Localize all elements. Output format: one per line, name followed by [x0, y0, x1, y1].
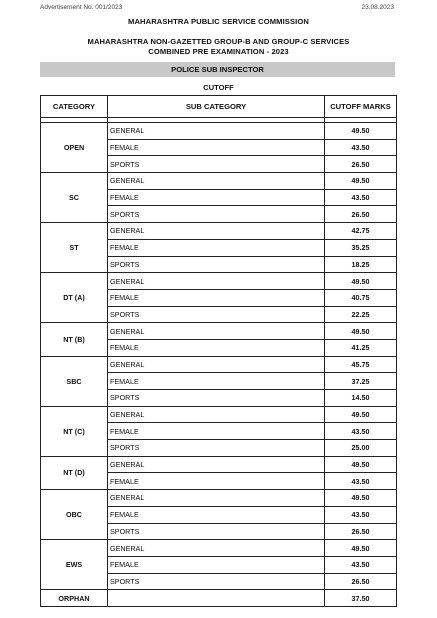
sub-category-cell: [108, 590, 325, 607]
sub-category-cell: SPORTS: [108, 256, 325, 273]
sub-category-cell: GENERAL: [108, 323, 325, 340]
table-row: [41, 490, 397, 507]
sub-category-cell: GENERAL: [108, 540, 325, 557]
cutoff-marks-cell: 40.75: [325, 289, 397, 306]
cutoff-heading: CUTOFF: [203, 83, 234, 92]
sub-category-cell: FEMALE: [108, 289, 325, 306]
category-cell: EWS: [41, 540, 108, 590]
table-row: [41, 540, 397, 557]
sub-category-cell: FEMALE: [108, 373, 325, 390]
category-cell: NT (C): [41, 406, 108, 456]
category-cell: SBC: [41, 356, 108, 406]
cutoff-marks-cell: 14.50: [325, 390, 397, 407]
exam-title-line2: COMBINED PRE EXAMINATION - 2023: [148, 47, 289, 56]
cutoff-marks-cell: 49.50: [325, 490, 397, 507]
table-row: [41, 590, 397, 607]
sub-category-cell: FEMALE: [108, 339, 325, 356]
sub-category-cell: FEMALE: [108, 473, 325, 490]
table-row: [41, 323, 397, 340]
sub-category-cell: FEMALE: [108, 139, 325, 156]
sub-category-cell: SPORTS: [108, 206, 325, 223]
cutoff-marks-cell: 49.50: [325, 273, 397, 290]
cutoff-table: [40, 95, 397, 607]
cutoff-marks-cell: 45.75: [325, 356, 397, 373]
sub-category-cell: GENERAL: [108, 490, 325, 507]
column-header-category: CATEGORY: [41, 96, 108, 118]
sub-category-cell: GENERAL: [108, 456, 325, 473]
sub-category-cell: GENERAL: [108, 123, 325, 140]
cutoff-marks-cell: 41.25: [325, 339, 397, 356]
document-meta: [40, 4, 394, 14]
column-header-cutoff-marks: CUTOFF MARKS: [325, 96, 397, 118]
table-header-row: [41, 96, 397, 118]
cutoff-marks-cell: 43.50: [325, 423, 397, 440]
table-row: [41, 406, 397, 423]
cutoff-marks-cell: 26.50: [325, 523, 397, 540]
sub-category-cell: GENERAL: [108, 223, 325, 240]
cutoff-marks-cell: 25.00: [325, 440, 397, 457]
table-row: [41, 273, 397, 290]
cutoff-marks-cell: 49.50: [325, 456, 397, 473]
sub-category-cell: SPORTS: [108, 390, 325, 407]
sub-category-cell: GENERAL: [108, 406, 325, 423]
table-row: [41, 356, 397, 373]
sub-category-cell: GENERAL: [108, 173, 325, 190]
sub-category-cell: SPORTS: [108, 156, 325, 173]
cutoff-marks-cell: 22.25: [325, 306, 397, 323]
exam-title-line1: MAHARASHTRA NON-GAZETTED GROUP-B AND GROUP-C SERVICES: [87, 37, 350, 46]
sub-category-cell: SPORTS: [108, 573, 325, 590]
sub-category-cell: FEMALE: [108, 506, 325, 523]
category-cell: DT (A): [41, 273, 108, 323]
category-cell: SC: [41, 173, 108, 223]
table-row: [41, 173, 397, 190]
table-row: [41, 456, 397, 473]
cutoff-marks-cell: 18.25: [325, 256, 397, 273]
advertisement-number: Advertisement No. 001/2023: [40, 4, 123, 11]
sub-category-cell: FEMALE: [108, 556, 325, 573]
cutoff-marks-cell: 26.50: [325, 573, 397, 590]
sub-category-cell: SPORTS: [108, 306, 325, 323]
category-cell: NT (B): [41, 323, 108, 356]
category-cell: OBC: [41, 490, 108, 540]
sub-category-cell: FEMALE: [108, 239, 325, 256]
category-cell: NT (D): [41, 456, 108, 489]
post-title: POLICE SUB INSPECTOR: [40, 62, 395, 77]
sub-category-cell: GENERAL: [108, 273, 325, 290]
cutoff-marks-cell: 49.50: [325, 323, 397, 340]
cutoff-marks-cell: 49.50: [325, 406, 397, 423]
cutoff-marks-cell: 43.50: [325, 189, 397, 206]
cutoff-marks-cell: 49.50: [325, 540, 397, 557]
column-header-sub-category: SUB CATEGORY: [108, 96, 325, 118]
category-cell: ST: [41, 223, 108, 273]
cutoff-marks-cell: 43.50: [325, 506, 397, 523]
sub-category-cell: SPORTS: [108, 440, 325, 457]
cutoff-marks-cell: 26.50: [325, 206, 397, 223]
cutoff-marks-cell: 35.25: [325, 239, 397, 256]
sub-category-cell: GENERAL: [108, 356, 325, 373]
category-cell: OPEN: [41, 123, 108, 173]
cutoff-marks-cell: 26.50: [325, 156, 397, 173]
cutoff-marks-cell: 43.50: [325, 473, 397, 490]
cutoff-marks-cell: 37.25: [325, 373, 397, 390]
category-cell: ORPHAN: [41, 590, 108, 607]
table-row: [41, 223, 397, 240]
cutoff-marks-cell: 37.50: [325, 590, 397, 607]
cutoff-marks-cell: 43.50: [325, 139, 397, 156]
commission-title: MAHARASHTRA PUBLIC SERVICE COMMISSION: [128, 17, 309, 26]
cutoff-marks-cell: 42.75: [325, 223, 397, 240]
sub-category-cell: FEMALE: [108, 189, 325, 206]
document-date: 23.08.2023: [361, 4, 394, 11]
cutoff-marks-cell: 49.50: [325, 123, 397, 140]
table-row: [41, 123, 397, 140]
cutoff-marks-cell: 49.50: [325, 173, 397, 190]
sub-category-cell: FEMALE: [108, 423, 325, 440]
sub-category-cell: SPORTS: [108, 523, 325, 540]
cutoff-marks-cell: 43.50: [325, 556, 397, 573]
